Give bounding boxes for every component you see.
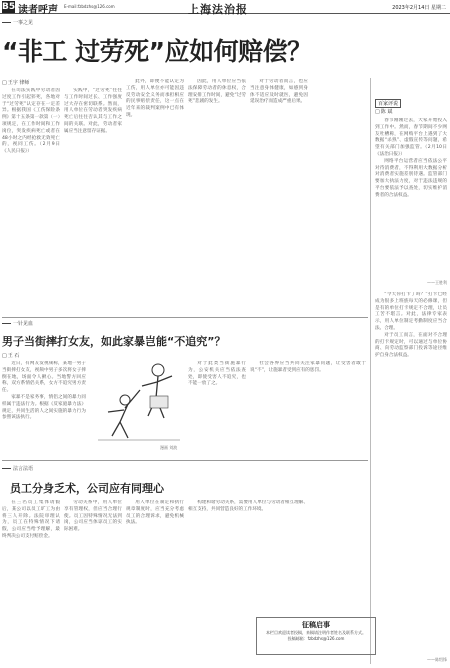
story3-tag: 法言法语: [2, 465, 33, 472]
story3-col3: 用人单位在制定和执行规章制度时，应当充分考虑员工的合理诉求，避免机械执法。: [126, 500, 184, 526]
page-number: B5: [2, 2, 16, 12]
story2-tag: 一针见血: [2, 320, 33, 327]
section-email[interactable]: E-mail:fzbdzhs@126.com: [64, 4, 115, 9]
issue-date: 2023年2月14日 星期二: [392, 5, 446, 11]
story3-col1: 在三名员工集体请假后，某公司以员工旷工为由将三人开除。法院审理认为，员工在特殊情况下请假，公司应当给予理解，最终判决公司支付赔偿金。: [2, 500, 60, 539]
lead-col5: 对于劳动者而言，也应当注意身体健康，如感到身体不适应及时就医，避免因延误治疗而造成严重后果。: [250, 79, 308, 105]
story3-col2: 劳动关系中，用人单位享有管理权，但应当合理行使。员工因特殊情况无法到岗，公司应当体谅员工的实际困难。: [64, 500, 122, 533]
divider-story2: [2, 317, 368, 318]
sidebar-text-2: “今天你打卡了吗？”打卡已经成为很多上班族每天的必修课，但是有的单位打卡规定不合理，让员工苦不堪言。对此，法律专家表示，用人单位制定考勤制度应当合法、合理。 对于员工而言，在面对不合理的打卡规定时，可以通过与单位协商、向劳动监察部门投诉等途径维护自身合法权益。: [375, 292, 447, 359]
cartoon-illustration: [90, 356, 185, 444]
story2-col1: 近日，有网友发视频称，某地一男子当街摔打女友，视频中男子多次将女子摔倒在地，场面令人揪心。当地警方回应称，双方系情侣关系，女方不追究男方责任。 家暴不是家务事，情侣之间的暴力同样属于违法行为。根据《反家庭暴力法》规定，共同生活的人之间实施的暴力行为参照该法执行。: [2, 361, 86, 421]
sidebar-text-1: 春节刚刚过去，大家开始投入到工作中。然而，春节期间不少网友吐槽称，在网购平台上遇到了大数据“杀熟”、虚假宣传等问题，希望有关部门加强监管。（2月10日《法治日报》） 网络平台运营者应当依法公平对待消费者，不得利用大数据分析对消费者实施差别待遇。监管部门要加大执法力度，对于违法违规的平台要依法予以查处，切实维护消费者的合法权益。: [375, 118, 447, 198]
lead-col4: 因此，用人单位应当依法保障劳动者的休息权，合理安排工作时间，避免“过劳死”悲剧的发生。: [188, 79, 246, 105]
story3-col4: 构建和谐劳动关系，需要用人单位与劳动者相互理解、相互支持，共同营造良好的工作环境。: [188, 500, 308, 512]
story3-headline: 员工分身乏术，公司应有同理心: [10, 482, 164, 495]
notice-line-1: 本栏目欢迎读者投稿，来稿请注明作者姓名及联系方式。: [266, 630, 366, 635]
story2-headline: 男子当街摔打女友，如此家暴岂能“不追究”？: [2, 335, 226, 348]
illustration-credit: 漫画 刘波: [160, 445, 178, 450]
sidebar-sign-1: ——王胜利: [427, 280, 447, 285]
lead-col2: 实践中，“过劳死”往往与工作时间过长、工作强度过大存在密切联系。然而，用人单位在劳动者突发疾病死亡后往往否认其与工作之间的关联。对此，劳动者家属应当注意留存证据。: [64, 88, 122, 134]
paper-name: 上海法治报: [188, 3, 248, 16]
sidebar-byline: □ 陈 斌: [375, 108, 392, 115]
masthead-bar: [0, 0, 450, 14]
divider-story3: [2, 460, 368, 461]
lead-headline: “非工 过劳死”应如何赔偿？: [2, 37, 312, 66]
story2-col3: 对于此类当街施暴行为，公安机关应当依法查处，即使受害人不追究，也不能一放了之。: [188, 361, 246, 387]
notice-line-2[interactable]: 投稿邮箱：fzbdzhs@126.com: [287, 635, 345, 641]
submission-notice: [256, 617, 376, 655]
sidebar-divider: [370, 78, 371, 664]
notice-title: 征稿启事: [302, 621, 330, 629]
lead-col1: 在司法实践中劳动者因过度工作引起猝死，各地对于“过劳死”认定存在一定差异。根据我国《工伤保险条例》第十五条第一款第（一）项规定，在工作时间和工作岗位，突发疾病死亡或者在48小时之内经抢救无效死亡的，视同工伤。（2月9日《人民日报》）: [2, 88, 60, 155]
sidebar-sign-2: ——陈绍锋: [427, 657, 447, 662]
lead-tag: 一事之见: [2, 19, 33, 26]
story2-col4: 社会各界应当共同关注家暴问题，让受害者敢于说“不”，让施暴者受到应有的惩罚。: [250, 361, 366, 373]
sidebar-header: 百家评说: [375, 99, 401, 108]
section-name: 读者呼声: [18, 5, 58, 16]
story2-byline: □ 王 石: [2, 352, 19, 359]
lead-col3: 此外，即便不能认定为工伤，用人单位亦可能因违反劳动安全义务而承担相应的民事赔偿责任，这一点在近年来的裁判案例中已有体现。: [126, 79, 184, 118]
lead-byline: □ 王宇 律师: [2, 79, 29, 86]
